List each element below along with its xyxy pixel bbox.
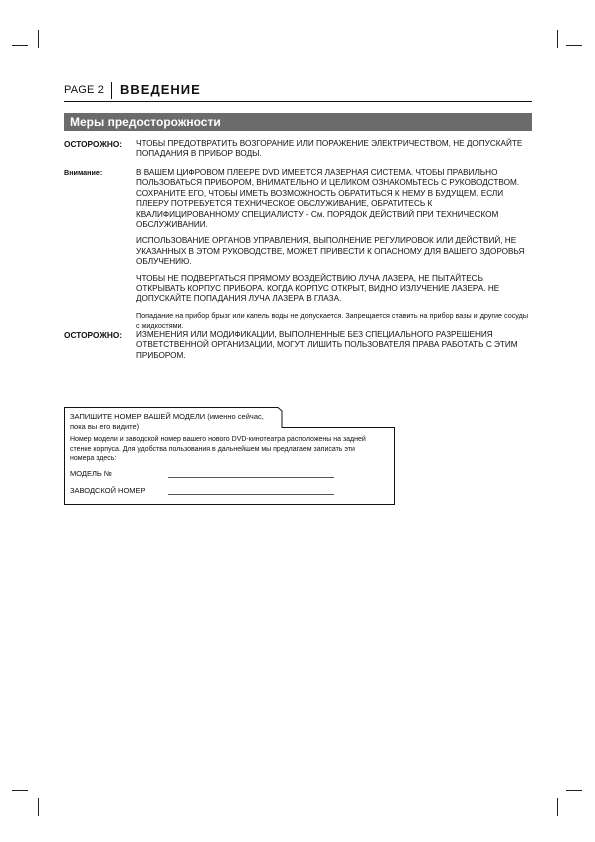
warning-paragraph: ЧТОБЫ ПРЕДОТВРАТИТЬ ВОЗГОРАНИЕ ИЛИ ПОРАЖЕНИЕ ЭЛЕКТРИЧЕСТВОМ, НЕ ДОПУСКАЙТЕ ПОПАДАНИЯ В ПРИБОР ВОДЫ. xyxy=(136,139,523,159)
warning-label: ОСТОРОЖНО: xyxy=(64,330,123,340)
crop-mark xyxy=(12,45,28,46)
crop-mark xyxy=(557,30,558,48)
crop-mark xyxy=(38,798,39,816)
serial-number-label: ЗАВОДСКОЙ НОМЕР xyxy=(70,486,146,495)
notice-body xyxy=(136,168,530,337)
crop-mark xyxy=(12,790,28,791)
section-title: Меры предосторожности xyxy=(70,115,221,129)
model-number-line[interactable] xyxy=(168,477,334,478)
crop-mark xyxy=(38,30,39,48)
crop-mark xyxy=(557,798,558,816)
record-box-title: ЗАПИШИТЕ НОМЕР ВАШЕЙ МОДЕЛИ (именно сейчас, пока вы его видите) xyxy=(70,412,264,431)
warning-paragraph: ИЗМЕНЕНИЯ ИЛИ МОДИФИКАЦИИ, ВЫПОЛНЕННЫЕ БЕЗ СПЕЦИАЛЬНОГО РАЗРЕШЕНИЯ ОТВЕТСТВЕННОЙ ОРГАНИЗАЦИИ, МОГУТ ЛИШИТЬ ПОЛЬЗОВАТЕЛЯ ПРАВА РАБОТАТЬ С ЭТИМ ПРИБОРОМ. xyxy=(136,330,518,360)
section-title-bar xyxy=(64,113,532,131)
header-rule xyxy=(64,101,532,102)
notice-paragraph-water: Попадание на прибор брызг или капель воды не допускается. Запрещается ставить на прибор вазы и другие сосуды с жидкостями. xyxy=(136,310,529,331)
page-header xyxy=(64,82,532,100)
page-number: PAGE 2 xyxy=(64,84,105,96)
header-divider xyxy=(111,82,112,99)
warning-body xyxy=(136,330,530,367)
model-number-label: МОДЕЛЬ № xyxy=(70,469,112,478)
serial-number-line[interactable] xyxy=(168,494,334,495)
notice-paragraph: ИСПОЛЬЗОВАНИЕ ОРГАНОВ УПРАВЛЕНИЯ, ВЫПОЛНЕНИЕ РЕГУЛИРОВОК ИЛИ ДЕЙСТВИЙ, НЕ УКАЗАННЫХ В ЭТОМ РУКОВОДСТВЕ, МОЖЕТ ПРИВЕСТИ К ОПАСНОМУ ДЛЯ ВАШЕГО ЗДОРОВЬЯ ОБЛУЧЕНИЮ. xyxy=(136,236,525,267)
crop-mark xyxy=(566,790,582,791)
model-record-box xyxy=(64,406,396,506)
notice-paragraph: ЧТОБЫ НЕ ПОДВЕРГАТЬСЯ ПРЯМОМУ ВОЗДЕЙСТВИЮ ЛУЧА ЛАЗЕРА, НЕ ПЫТАЙТЕСЬ ОТКРЫВАТЬ КОРПУС ПРИБОРА. КОГДА КОРПУС ОТКРЫТ, ВИДНО ИЗЛУЧЕНИЕ ЛАЗЕРА. НЕ ДОПУСКАЙТЕ ПОПАДАНИЯ ЛУЧА ЛАЗЕРА В ГЛАЗА. xyxy=(136,273,500,304)
warning-body xyxy=(136,139,530,166)
page-title: ВВЕДЕНИЕ xyxy=(120,82,201,97)
notice-paragraph: В ВАШЕМ ЦИФРОВОМ ПЛЕЕРЕ DVD ИМЕЕТСЯ ЛАЗЕРНАЯ СИСТЕМА. ЧТОБЫ ПРАВИЛЬНО ПОЛЬЗОВАТЬСЯ ПРИБОРОМ, ВНИМАТЕЛЬНО И ЦЕЛИКОМ ОЗНАКОМЬТЕСЬ С РУКОВОДСТВОМ. СОХРАНИТЕ ЕГО, ЧТОБЫ ИМЕТЬ ВОЗМОЖНОСТЬ ОБРАТИТЬСЯ К НЕМУ В БУДУЩЕМ. ЕСЛИ ПЛЕЕРУ ПОТРЕБУЕТСЯ ТЕХНИЧЕСКОЕ ОБСЛУЖИВАНИЕ, ОБРАТИТЕСЬ К КВАЛИФИЦИРОВАННОМУ СПЕЦИАЛИСТУ - См. ПОРЯДОК ДЕЙСТВИЙ ПРИ ТЕХНИЧЕСКОМ ОБСЛУЖИВАНИИ. xyxy=(136,168,520,230)
record-box-text: Номер модели и заводской номер вашего нового DVD-кинотеатра расположены на задней стенке корпуса. Для удобства пользования в дальнейшем мы предлагаем записать эти номера здесь: xyxy=(70,436,366,463)
notice-label: Внимание: xyxy=(64,168,103,177)
warning-label: ОСТОРОЖНО: xyxy=(64,139,123,149)
crop-mark xyxy=(566,45,582,46)
